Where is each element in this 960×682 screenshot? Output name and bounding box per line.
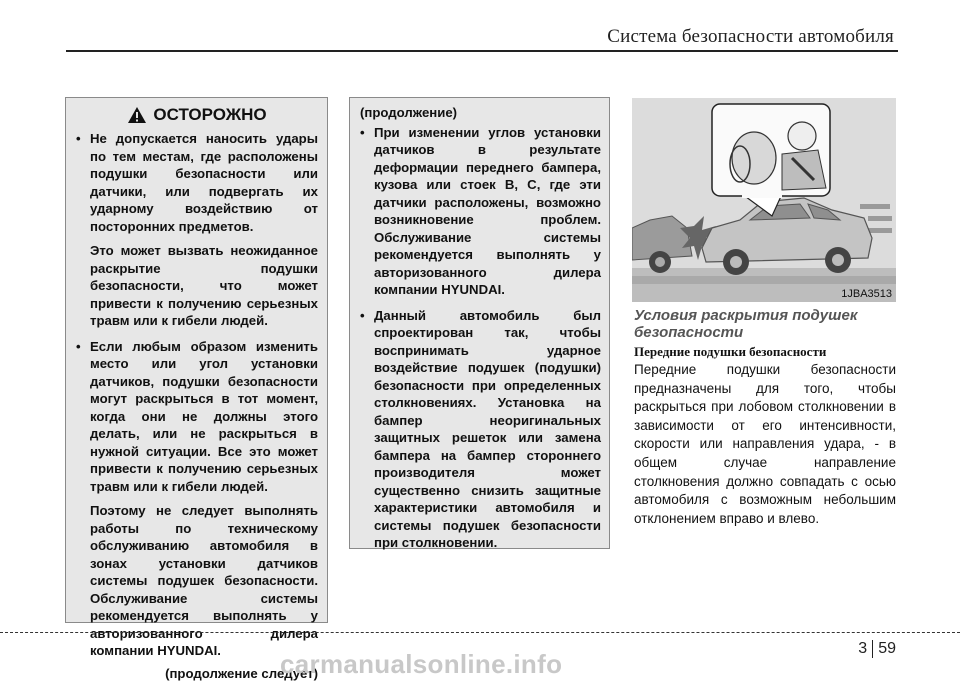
- warning-item: [76, 130, 318, 337]
- warning-paragraph: Поэтому не следует выполнять работы по техническому обслуживанию автомобиля в зонах установки датчиков системы подушек безопасности. Обслуживание системы рекомендуется выполнять у авторизованного дилера компании HYUNDAI.: [90, 502, 318, 660]
- continued-paragraph: При изменении углов установки датчиков в результате деформации переднего бампера, кузова или стоек B, C, где эти датчики расположены, возможно возникновение проблем. Обслуживание системы рекомендуется выполнять у авторизованного дилера компании HYUNDAI.: [374, 124, 601, 299]
- figure-code: 1JBA3513: [841, 288, 892, 300]
- body-text: Передние подушки безопасности предназначены для того, чтобы раскрыться при лобовом столкновении в зависимости от его интенсивности, скорости или направления удара, - в общем случае направление столкновения должно совпадать с осью автомобиля с возможным небольшим отклонением вправо и влево.: [634, 361, 896, 528]
- warning-item: [76, 338, 318, 667]
- bullet: •: [360, 124, 374, 306]
- page-number: [858, 640, 896, 658]
- sub-heading: Передние подушки безопасности: [634, 344, 826, 360]
- warning-heading-text: ОСТОРОЖНО: [153, 106, 266, 124]
- section-heading: Условия раскрытия подушек безопасности: [634, 307, 896, 341]
- bullet: •: [360, 307, 374, 559]
- page-number-value: 59: [878, 640, 896, 658]
- warning-paragraph: Если любым образом изменить место или угол установки датчиков, подушки безопасности могут раскрыться в тот момент, когда они не должны этого делать, или не раскрыться в нужной ситуации. Все это может привести к получению серьезных травм или к гибели людей.: [90, 338, 318, 496]
- continued-item: [360, 307, 601, 559]
- warning-paragraph: Это может вызвать неожиданное раскрытие подушки безопасности, что может привести к получению серьезных травм или к гибели людей.: [90, 242, 318, 330]
- airbag-illustration: [632, 98, 896, 302]
- warning-triangle-icon: [127, 106, 147, 124]
- header-rule: [66, 50, 898, 52]
- continued-item: [360, 124, 601, 306]
- watermark: carmanualsonline.info: [280, 649, 562, 680]
- warning-paragraph: Не допускается наносить удары по тем местам, где расположены подушки безопасности или датчики, или подвергать их ударному воздействию от посторонних предметов.: [90, 130, 318, 235]
- footer-rule: [0, 632, 960, 633]
- warning-heading: [76, 106, 318, 124]
- continued-top-note: (продолжение): [360, 104, 601, 122]
- continued-paragraph: Данный автомобиль был спроектирован так, чтобы воспринимать ударное воздействие подушек (подушки) безопасности при определенных столкновениях. Установка на бампер неоригинальных защитных решеток или замена бампера на бампер стороннего производителя может существенно снизить защитные характеристики автомобиля и системы подушек безопасности при столкновении.: [374, 307, 601, 552]
- crash-illustration-drawing: [632, 98, 896, 302]
- page-separator: [872, 640, 873, 658]
- bullet: •: [76, 130, 90, 337]
- bullet: •: [76, 338, 90, 667]
- chapter-number: 3: [858, 640, 867, 658]
- header-title: Система безопасности автомобиля: [607, 26, 894, 48]
- continued-box: [349, 97, 610, 549]
- continued-note: (продолжение следует): [76, 665, 318, 682]
- warning-box: [65, 97, 328, 623]
